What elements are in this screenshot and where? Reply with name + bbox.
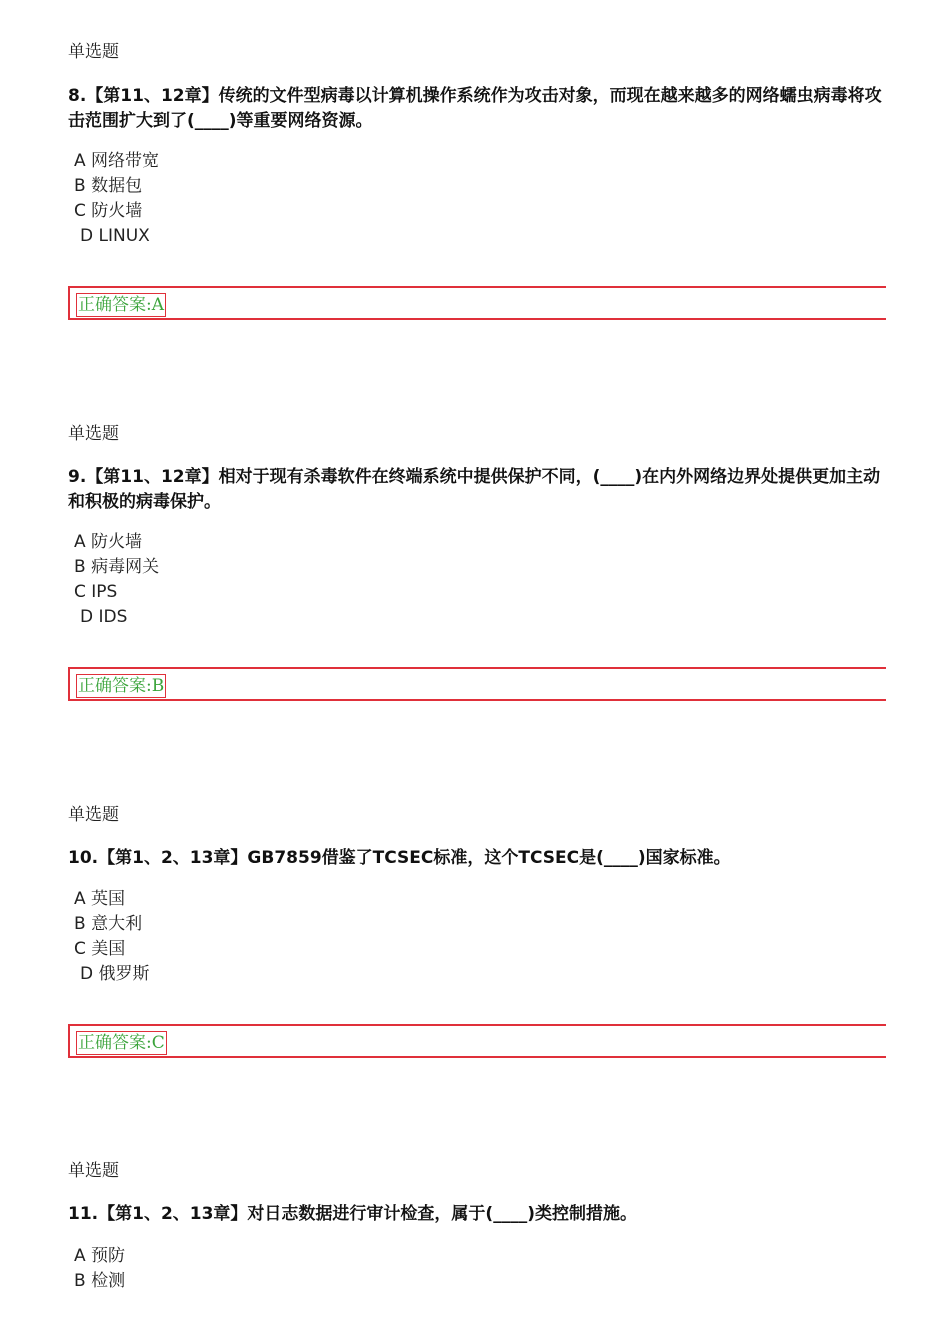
option-a[interactable]: A 网络带宽: [74, 151, 160, 171]
option-b[interactable]: B 病毒网关: [74, 557, 160, 577]
option-d[interactable]: D IDS: [80, 607, 128, 627]
option-c[interactable]: C IPS: [74, 582, 118, 602]
option-b[interactable]: B 检测: [74, 1271, 126, 1291]
correct-answer: 正确答案:A: [78, 295, 165, 315]
answer-box: [68, 1024, 886, 1058]
option-a[interactable]: A 预防: [74, 1246, 126, 1266]
question-type-label: 单选题: [68, 805, 119, 825]
option-list: [74, 887, 150, 987]
question-type-label: 单选题: [68, 1161, 119, 1181]
question-type-label: 单选题: [68, 424, 119, 444]
option-c[interactable]: C 美国: [74, 939, 126, 959]
option-b[interactable]: B 意大利: [74, 914, 143, 934]
question-type-label: 单选题: [68, 42, 119, 62]
option-d[interactable]: D LINUX: [80, 226, 150, 246]
option-list: [74, 1244, 125, 1294]
option-a[interactable]: A 防火墙: [74, 532, 143, 552]
option-b[interactable]: B 数据包: [74, 176, 143, 196]
question-stem: 10.【第1、2、13章】GB7859借鉴了TCSEC标准，这个TCSEC是(____)国家标准。: [68, 848, 731, 868]
question-stem: 8.【第11、12章】传统的文件型病毒以计算机操作系统作为攻击对象，而现在越来越多的网络蠕虫病毒将攻击范围扩大到了(____)等重要网络资源。: [68, 86, 882, 131]
option-a[interactable]: A 英国: [74, 889, 126, 909]
answer-box: [68, 286, 886, 320]
option-c[interactable]: C 防火墙: [74, 201, 143, 221]
question-stem: 9.【第11、12章】相对于现有杀毒软件在终端系统中提供保护不同，(____)在内外网络边界处提供更加主动和积极的病毒保护。: [68, 467, 881, 512]
option-list: [74, 530, 159, 630]
option-list: [74, 149, 159, 249]
correct-answer: 正确答案:B: [78, 676, 165, 696]
question-stem: 11.【第1、2、13章】对日志数据进行审计检查，属于(____)类控制措施。: [68, 1204, 637, 1224]
answer-box: [68, 667, 886, 701]
option-d[interactable]: D 俄罗斯: [80, 964, 150, 984]
correct-answer: 正确答案:C: [78, 1033, 165, 1053]
